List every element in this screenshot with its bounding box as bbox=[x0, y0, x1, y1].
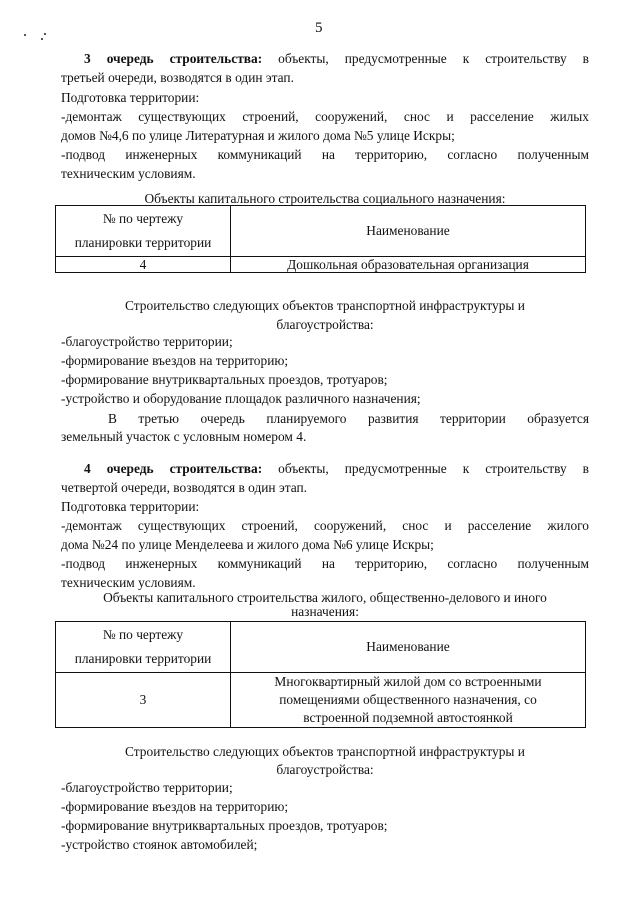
scan-speck bbox=[44, 33, 46, 35]
section3-infra-item: -формирование въездов на территорию; bbox=[61, 353, 289, 368]
section4-prep-line4: техническим условиям. bbox=[61, 575, 196, 590]
table-header-name: Наименование bbox=[231, 206, 586, 257]
table-row bbox=[56, 673, 586, 728]
section3-prep-line2: домов №4,6 по улице Литературная и жилого дома №5 улице Искры; bbox=[61, 128, 455, 143]
page-number: 5 bbox=[315, 20, 323, 36]
section3-plot-line2: земельный участок с условным номером 4. bbox=[61, 429, 307, 444]
table-cell-number: 4 bbox=[56, 257, 231, 273]
table-header-number-line1: № по чертежу bbox=[102, 211, 184, 226]
section3-prep-line1: -демонтаж существующих строений, сооружений, снос и расселение жилых bbox=[61, 109, 589, 124]
section3-plot-line1: В третью очередь планируемого развития территории образуется bbox=[108, 411, 589, 426]
section3-heading bbox=[84, 50, 589, 68]
section3-infra-item: -формирование внутриквартальных проездов, тротуаров; bbox=[61, 372, 388, 387]
table-row bbox=[56, 257, 586, 273]
table-header-number bbox=[56, 206, 231, 257]
section4-heading-line2: четвертой очереди, возводятся в один этап. bbox=[61, 480, 307, 495]
section4-prep-line2: дома №24 по улице Менделеева и жилого дома №6 улице Искры; bbox=[61, 537, 434, 552]
section4-prep-line1: -демонтаж существующих строений, сооружений, снос и расселение жилого bbox=[61, 518, 589, 533]
table-header-number bbox=[56, 622, 231, 673]
scan-speck bbox=[41, 38, 43, 40]
section3-infra-title-line1: Строительство следующих объектов транспортной инфраструктуры и bbox=[125, 298, 525, 313]
table-cell-name-line1: Многоквартирный жилой дом со встроенными bbox=[274, 674, 542, 689]
section4-infra-item: -устройство стоянок автомобилей; bbox=[61, 837, 258, 852]
table-cell-name bbox=[231, 673, 586, 728]
section4-infra-item: -формирование въездов на территорию; bbox=[61, 799, 289, 814]
table-cell-number: 3 bbox=[56, 673, 231, 728]
table-header-number-line1: № по чертежу bbox=[102, 627, 184, 642]
section3-infra-item: -благоустройство территории; bbox=[61, 334, 233, 349]
section3-infra-title-line2: благоустройства: bbox=[276, 317, 374, 332]
section4-table-caption-line2: назначения: bbox=[291, 604, 359, 619]
table-header-row bbox=[56, 206, 586, 257]
section4-prep-line3: -подвод инженерных коммуникаций на территорию, согласно полученным bbox=[61, 556, 589, 571]
section3-heading-bold: 3 очередь строительства: bbox=[84, 51, 263, 66]
section4-heading-bold: 4 очередь строительства: bbox=[84, 461, 263, 476]
section3-table-caption: Объекты капитального строительства социального назначения: bbox=[144, 191, 506, 206]
table-header-number-line2: планировки территории bbox=[74, 235, 212, 250]
table-cell-name: Дошкольная образовательная организация bbox=[231, 257, 586, 273]
section3-heading-line2: третьей очереди, возводятся в один этап. bbox=[61, 70, 294, 85]
section3-infra-item: -устройство и оборудование площадок различного назначения; bbox=[61, 391, 421, 406]
section4-objects-table bbox=[55, 621, 586, 728]
section4-infra-title-line1: Строительство следующих объектов транспортной инфраструктуры и bbox=[125, 744, 525, 759]
section4-infra-title-line2: благоустройства: bbox=[276, 762, 374, 777]
table-cell-name-line3: встроенной подземной автостоянкой bbox=[303, 710, 513, 725]
section4-heading bbox=[84, 460, 589, 478]
table-cell-name-line2: помещениями общественного назначения, со bbox=[279, 692, 537, 707]
section4-infra-item: -благоустройство территории; bbox=[61, 780, 233, 795]
section3-prep-line3: -подвод инженерных коммуникаций на территорию, согласно полученным bbox=[61, 147, 589, 162]
table-header-row bbox=[56, 622, 586, 673]
section3-prep-title: Подготовка территории: bbox=[61, 90, 200, 105]
scan-speck bbox=[24, 34, 26, 36]
section3-objects-table bbox=[55, 205, 586, 273]
section3-prep-line4: техническим условиям. bbox=[61, 166, 196, 181]
table-header-name: Наименование bbox=[231, 622, 586, 673]
section4-prep-title: Подготовка территории: bbox=[61, 499, 200, 514]
section3-heading-rest: объекты, предусмотренные к строительству в bbox=[262, 51, 589, 66]
section4-heading-rest: объекты, предусмотренные к строительству в bbox=[262, 461, 589, 476]
section4-infra-item: -формирование внутриквартальных проездов, тротуаров; bbox=[61, 818, 388, 833]
table-header-number-line2: планировки территории bbox=[74, 651, 212, 666]
section4-table-caption-line1: Объекты капитального строительства жилого, общественно-делового и иного bbox=[103, 590, 547, 605]
